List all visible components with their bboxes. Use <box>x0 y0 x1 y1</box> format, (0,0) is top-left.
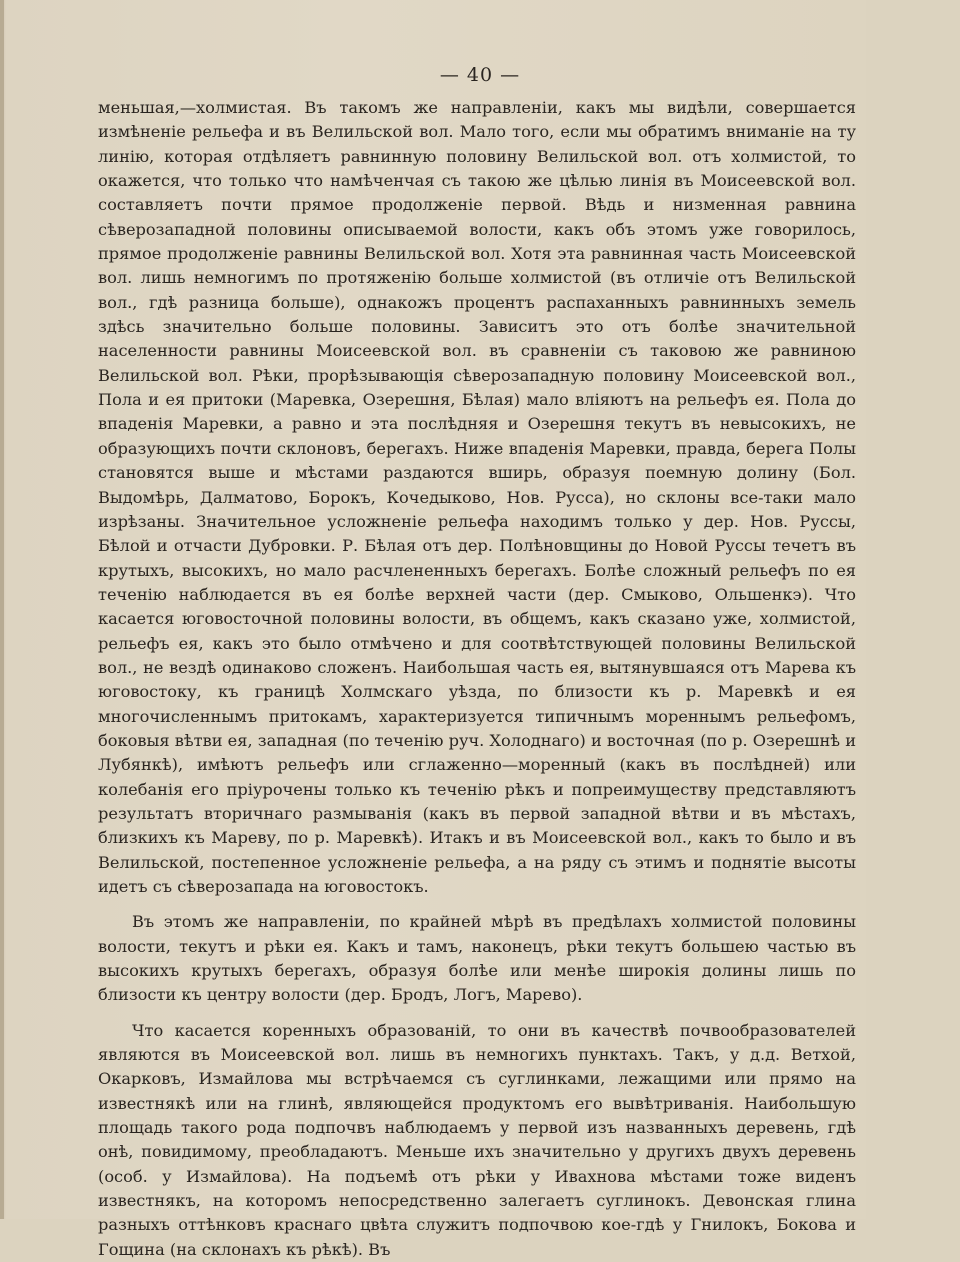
paragraph-relief: меньшая,—холмистая. Въ такомъ же направленіи, какъ мы видѣли, совершается измѣненіе рельефа и въ Велильской вол. Мало того, если мы обратимъ вниманіе на ту линію, которая отдѣляетъ равнинную половину Велильской вол. отъ холмистой, то окажется, что только что намѣченчая съ такою же цѣлью линія въ Моисеевской вол. составляетъ почти прямое продолженіе первой. Вѣдь и низменная равнина сѣверозападной половины описываемой волости, какъ объ этомъ уже говорилось, прямое продолженіе равнины Велильской вол. Хотя эта равнинная часть Моисеевской вол. лишь немногимъ по протяженію больше холмистой (въ отличіе отъ Велильской вол., гдѣ разница больше), однакожъ процентъ распаханныхъ равнинныхъ земель здѣсь значительно больше половины. Зависитъ это отъ болѣе значительной населенности равнины Моисеевской вол. въ сравненіи съ таковою же равниною Велильской вол. Рѣки, прорѣзывающія сѣверозападную половину Моисеевской вол., Пола и ея притоки (Маревка, Озерешня, Бѣлая) мало вліяютъ на рельефъ ея. Пола до впаденія Маревки, а равно и эта послѣдняя и Озерешня текутъ въ невысокихъ, не образующихъ почти склоновъ, берегахъ. Ниже впаденія Маревки, правда, берега Полы становятся выше и мѣстами раздаются вширь, образуя поемную долину (Бол. Выдомѣрь, Далматово, Борокъ, Кочедыково, Нов. Русса), но склоны все-таки мало изрѣзаны. Значительное усложненіе рельефа находимъ только у дер. Нов. Руссы, Бѣлой и отчасти Дубровки. Р. Бѣлая отъ дер. Полѣновщины до Новой Руссы течетъ въ крутыхъ, высокихъ, но мало расчлененныхъ берегахъ. Болѣе сложный рельефъ по ея теченію наблюдается въ ея болѣе верхней части (дер. Смыково, Ольшенкэ). Что касается юговосточной половины волости, въ общемъ, какъ сказано уже, холмистой, рельефъ ея, какъ это было отмѣчено и для соотвѣтствующей половины Велильской вол., не вездѣ одинаково сложенъ. Наибольшая часть ея, вытянувшаяся отъ Марева къ юговостоку, къ границѣ Холмскаго уѣзда, по близости къ р. Маревкѣ и ея многочисленнымъ притокамъ, характеризуется типичнымъ мореннымъ рельефомъ, боковыя вѣтви ея, западная (по теченію руч. Холоднаго) и восточная (по р. Озерешнѣ и Лубянкѣ), имѣютъ рельефъ или сглаженно—моренный (какъ въ послѣдней) или колебанія его пріурочены только къ теченію рѣкъ и попреимуществу представляютъ результатъ вторичнаго размыванія (какъ въ первой западной вѣтви и въ мѣстахъ, близкихъ къ Мареву, по р. Маревкѣ). Итакъ и въ Моисеевской вол., какъ то было и въ Велильской, постепенное усложненіе рельефа, а на ряду съ этимъ и поднятіе высоты идетъ съ сѣверозапада на юговостокъ. <box>98 98 856 896</box>
paragraph-bedrock: Что касается коренныхъ образованій, то они въ качествѣ почвообразователей являются въ Моисеевской вол. лишь въ немногихъ пунктахъ. Такъ, у д.д. Ветхой, Окарковъ, Измайлова мы встрѣчаемся съ суглинками, лежащими или прямо на известнякѣ или на глинѣ, являющейся продуктомъ его вывѣтриванія. Наибольшую площадь такого рода подпочвъ наблюдаемъ у первой изъ названныхъ деревень, гдѣ онѣ, повидимому, преобладаютъ. Меньше ихъ значительно у другихъ двухъ деревень (особ. у Измайлова). На подъемѣ отъ рѣки у Ивахнова мѣстами тоже виденъ известнякъ, на которомъ непосредственно залегаетъ суглинокъ. Девонская глина разныхъ оттѣнковъ краснаго цвѣта служитъ подпочвою кое-гдѣ у Гнилокъ, Бокова и Гощина (на склонахъ къ рѣкѣ). Въ <box>98 1020 856 1259</box>
page-edge-shadow <box>0 0 4 1219</box>
page-number: — 40 — <box>439 64 521 86</box>
body-text <box>98 96 856 1262</box>
paragraph-rivers: Въ этомъ же направленіи, по крайней мѣрѣ въ предѣлахъ холмистой половины волости, текутъ и рѣки ея. Какъ и тамъ, наконецъ, рѣки текутъ большею частью въ высокихъ крутыхъ берегахъ, образуя болѣе или менѣе широкія долины лишь по близости къ центру волости (дер. Бродъ, Логъ, Марево). <box>98 912 856 1005</box>
